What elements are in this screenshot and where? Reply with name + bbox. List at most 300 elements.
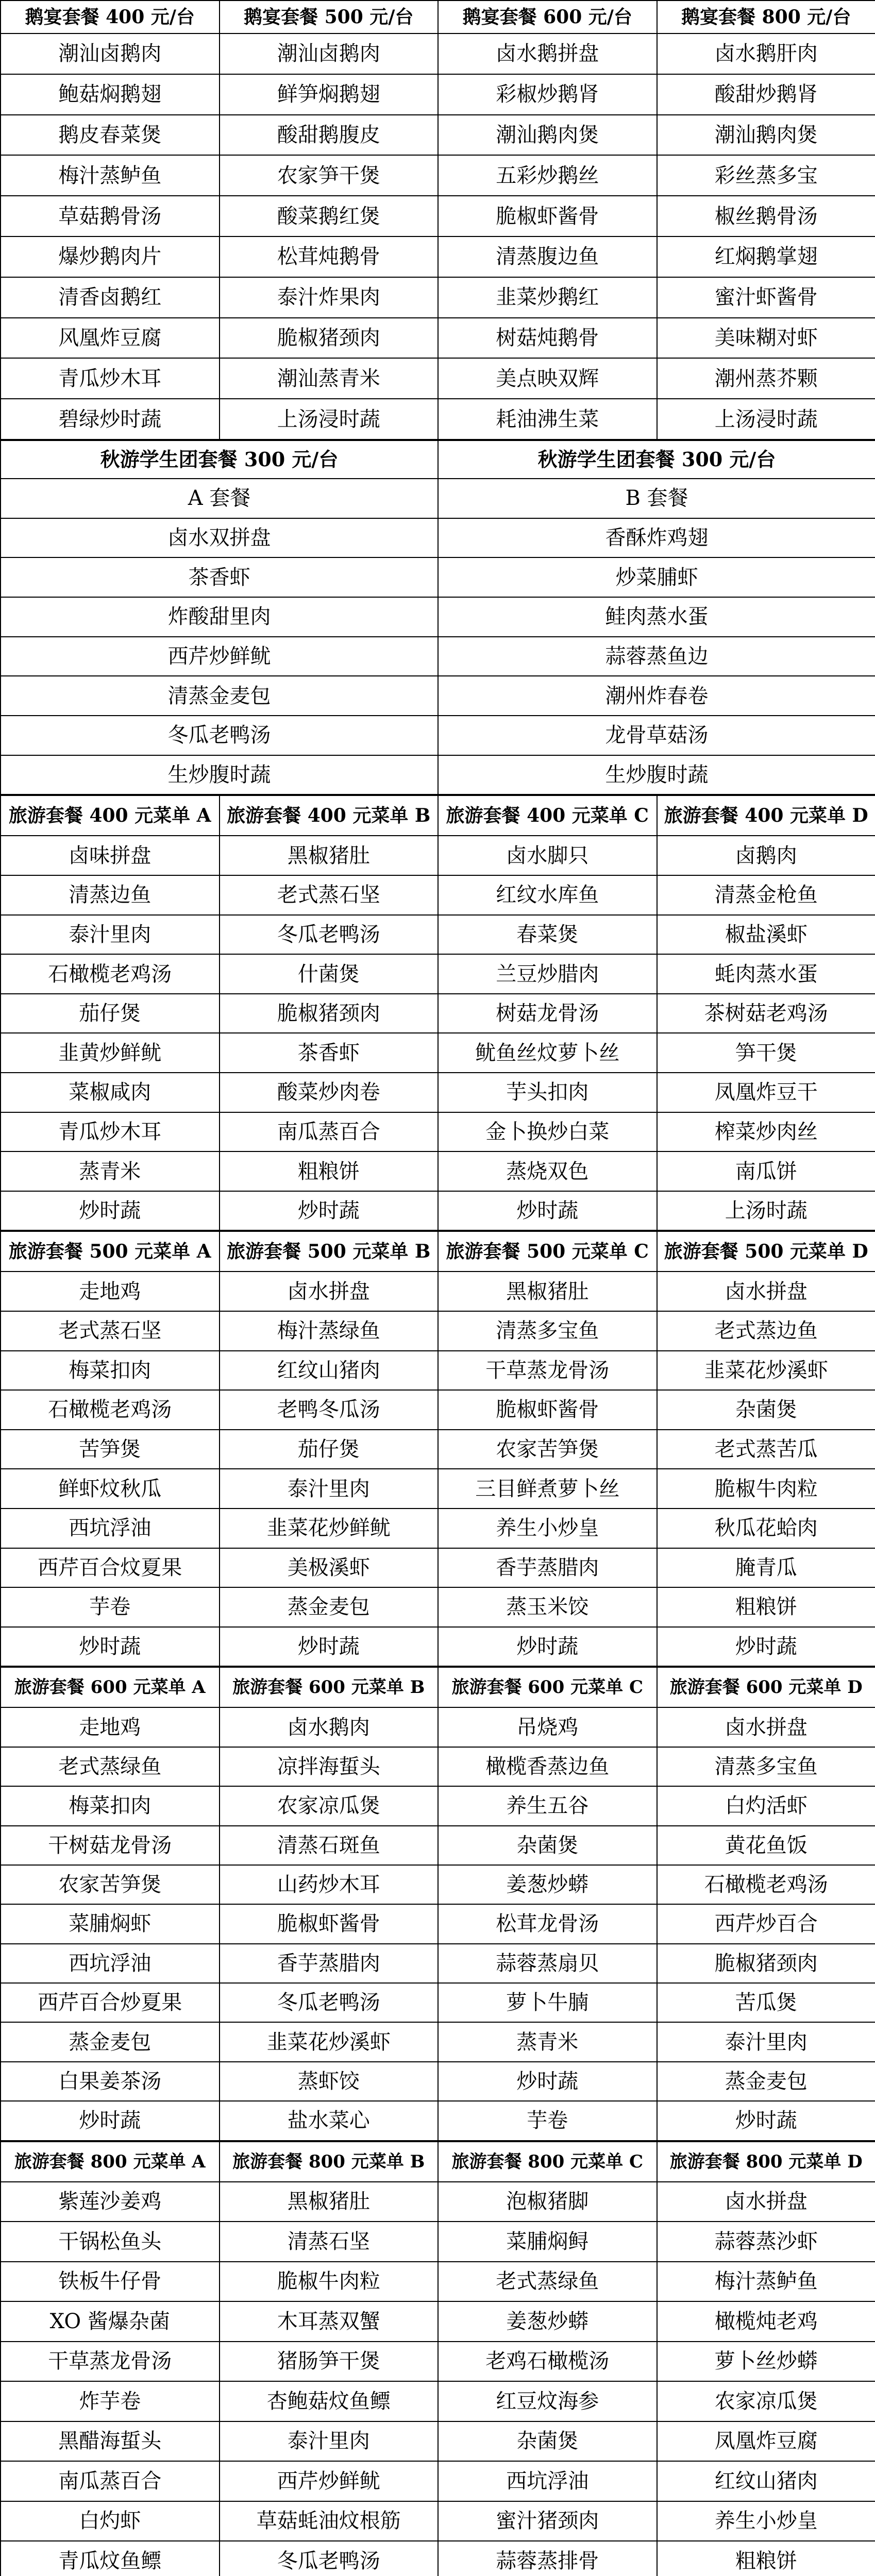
menu-item: 卤水鹅肝肉 (657, 33, 875, 74)
menu-item: 养生小炒皇 (657, 2501, 875, 2541)
menu-item: 黄花鱼饭 (657, 1826, 875, 1865)
menu-row (1, 2342, 875, 2382)
menu-subheader-cell: A 套餐 (1, 479, 438, 518)
menu-item: 蒜蓉蒸沙虾 (657, 2222, 875, 2262)
menu-item: 青瓜炆鱼鳔 (1, 2541, 220, 2576)
menu-item: 耗油沸生菜 (438, 399, 657, 439)
menu-row (1, 2301, 875, 2342)
menu-item: 什菌煲 (220, 954, 439, 994)
menu-item: 南瓜饼 (657, 1151, 875, 1191)
menu-row (1, 196, 875, 236)
menu-header-row (1, 440, 875, 479)
menu-item: 脆椒猪颈肉 (220, 994, 439, 1033)
menu-item: 冬瓜老鸭汤 (220, 2541, 439, 2576)
menu-item: 兰豆炒腊肉 (438, 954, 657, 994)
menu-item: 蒸金麦包 (657, 2062, 875, 2101)
menu-header-cell: 鹅宴套餐 500 元/台 (220, 1, 439, 33)
menu-item: 炒时蔬 (220, 1191, 439, 1231)
menu-item: 韭黄炒鲜鱿 (1, 1033, 220, 1073)
menu-row (1, 2541, 875, 2576)
menu-item: 潮汕蒸青米 (220, 358, 439, 399)
menu-row (1, 1509, 875, 1548)
menu-row (1, 1033, 875, 1073)
menu-item: 农家苦笋煲 (1, 1865, 220, 1904)
menu-item: 黑醋海蜇头 (1, 2421, 220, 2462)
menu-item: 蒜蓉蒸扇贝 (438, 1944, 657, 1983)
menu-item: 泰汁里肉 (657, 2022, 875, 2061)
menu-item: 梅汁蒸绿鱼 (220, 1311, 439, 1351)
menu-item: 爆炒鹅肉片 (1, 236, 220, 277)
menu-item: 泰汁里肉 (220, 2421, 439, 2462)
menu-row (1, 1548, 875, 1588)
menu-item: 西芹炒鲜鱿 (1, 637, 438, 676)
menu-row (1, 1627, 875, 1667)
menu-item: 猪肠笋干煲 (220, 2342, 439, 2382)
menu-header-cell: 秋游学生团套餐 300 元/台 (1, 440, 438, 479)
menu-item: 石橄榄老鸡汤 (1, 954, 220, 994)
menu-item: 潮州炸春卷 (438, 676, 875, 716)
menu-item: 卤味拼盘 (1, 836, 220, 875)
menu-item: 茶树菇老鸡汤 (657, 994, 875, 1033)
menu-item: 脆椒猪颈肉 (657, 1944, 875, 1983)
menu-item: 紫莲沙姜鸡 (1, 2182, 220, 2222)
menu-item: 梅菜扣肉 (1, 1786, 220, 1825)
menu-item: 韭菜花炒溪虾 (220, 2022, 439, 2061)
menu-item: 上汤浸时蔬 (220, 399, 439, 439)
menu-subheader-row (1, 479, 875, 518)
menu-item: 椒盐溪虾 (657, 915, 875, 955)
menu-item: 上汤浸时蔬 (657, 399, 875, 439)
menu-item: 炒菜脯虾 (438, 557, 875, 597)
menu-item: 鲜虾炆秋瓜 (1, 1469, 220, 1509)
menu-item: 养生小炒皇 (438, 1509, 657, 1548)
menu-header-cell: 旅游套餐 600 元菜单 D (657, 1667, 875, 1707)
menu-item: 蒜蓉蒸排骨 (438, 2541, 657, 2576)
menu-item: 橄榄香蒸边鱼 (438, 1747, 657, 1786)
menu-item: 炒时蔬 (220, 1627, 439, 1667)
menu-item: 潮汕卤鹅肉 (220, 33, 439, 74)
menu-row (1, 2501, 875, 2541)
menu-item: 卤水拼盘 (220, 1272, 439, 1311)
menu-item: 脆椒猪颈肉 (220, 318, 439, 359)
menu-row (1, 597, 875, 637)
menu-row (1, 994, 875, 1033)
menu-row (1, 399, 875, 439)
menu-item: 泰汁里肉 (220, 1469, 439, 1509)
menu-item: 黑椒猪肚 (438, 1272, 657, 1311)
menu-item: 梅菜扣肉 (1, 1351, 220, 1391)
menu-row (1, 1311, 875, 1351)
menu-row (1, 1073, 875, 1112)
menu-item: 风凰炸豆腐 (1, 318, 220, 359)
menu-item: 草菇鹅骨汤 (1, 196, 220, 236)
menu-item: 蒸金麦包 (1, 2022, 220, 2061)
menu-row (1, 676, 875, 716)
menu-header-cell: 秋游学生团套餐 300 元/台 (438, 440, 875, 479)
menu-item: 芋卷 (438, 2101, 657, 2140)
menu-item: 炸芋卷 (1, 2381, 220, 2421)
menu-item: 卤水拼盘 (657, 2182, 875, 2222)
menu-row (1, 1786, 875, 1825)
menu-header-cell: 旅游套餐 500 元菜单 D (657, 1231, 875, 1272)
menu-header-cell: 旅游套餐 400 元菜单 B (220, 795, 439, 836)
menu-item: 鲍菇焖鹅翅 (1, 74, 220, 115)
menu-header-cell: 旅游套餐 400 元菜单 D (657, 795, 875, 836)
menu-row (1, 1904, 875, 1943)
menu-row (1, 2222, 875, 2262)
menu-item: 菜椒咸肉 (1, 1073, 220, 1112)
menu-item: 粗粮饼 (657, 2541, 875, 2576)
menu-item: 蒸青米 (438, 2022, 657, 2061)
menu-row (1, 1826, 875, 1865)
menu-item: 青瓜炒木耳 (1, 1112, 220, 1152)
menu-item: 蜜汁猪颈肉 (438, 2501, 657, 2541)
menu-item: 清蒸多宝鱼 (657, 1747, 875, 1786)
menu-item: 榨菜炒肉丝 (657, 1112, 875, 1152)
menu-item: 盐水菜心 (220, 2101, 439, 2140)
menu-block-t500 (0, 1231, 875, 1667)
menu-row (1, 1390, 875, 1430)
menu-item: 树菇炖鹅骨 (438, 318, 657, 359)
menu-item: 潮汕鹅肉煲 (438, 115, 657, 156)
menu-item: 杂菌煲 (657, 1390, 875, 1430)
menu-item: 酸菜炒肉卷 (220, 1073, 439, 1112)
menu-item: 橄榄炖老鸡 (657, 2301, 875, 2342)
menu-item: 松茸龙骨汤 (438, 1904, 657, 1943)
menu-row (1, 915, 875, 955)
menu-item: 炒时蔬 (1, 1627, 220, 1667)
menu-row (1, 2062, 875, 2101)
menu-row (1, 2101, 875, 2140)
menu-item: 清蒸金麦包 (1, 676, 438, 716)
menu-item: 老式蒸边鱼 (657, 1311, 875, 1351)
menu-item: 脆椒牛肉粒 (220, 2262, 439, 2302)
menu-item: 走地鸡 (1, 1707, 220, 1747)
menu-row (1, 1587, 875, 1627)
menu-item: 彩丝蒸多宝 (657, 155, 875, 196)
menu-item: 清蒸石斑鱼 (220, 1826, 439, 1865)
menu-item: 干草蒸龙骨汤 (438, 1351, 657, 1391)
menu-row (1, 1865, 875, 1904)
menu-row (1, 2461, 875, 2501)
menu-item: 生炒腹时蔬 (438, 755, 875, 795)
menu-row (1, 1151, 875, 1191)
menu-item: 萝卜丝炒蟒 (657, 2342, 875, 2382)
menu-item: 山药炒木耳 (220, 1865, 439, 1904)
menu-row (1, 115, 875, 156)
menu-item: 彩椒炒鹅肾 (438, 74, 657, 115)
menu-item: 老式蒸绿鱼 (1, 1747, 220, 1786)
menu-block-student (0, 440, 875, 795)
menu-item: 卤水拼盘 (657, 1272, 875, 1311)
menu-row (1, 836, 875, 875)
menu-header-cell: 旅游套餐 400 元菜单 C (438, 795, 657, 836)
menu-header-cell: 旅游套餐 600 元菜单 C (438, 1667, 657, 1707)
menu-item: 卤水脚只 (438, 836, 657, 875)
menu-item: 酸菜鹅红煲 (220, 196, 439, 236)
menu-item: 西坑浮油 (438, 2461, 657, 2501)
menu-item: 西芹百合炒夏果 (1, 1983, 220, 2022)
menu-item: 蒸烧双色 (438, 1151, 657, 1191)
menu-item: 上汤时蔬 (657, 1191, 875, 1231)
menu-header-cell: 鹅宴套餐 600 元/台 (438, 1, 657, 33)
menu-item: 梅汁蒸鲈鱼 (657, 2262, 875, 2302)
menu-item: 酸甜炒鹅肾 (657, 74, 875, 115)
menu-item: 春菜煲 (438, 915, 657, 955)
menu-row (1, 2381, 875, 2421)
menu-item: 农家凉瓜煲 (657, 2381, 875, 2421)
menu-item: 蒸玉米饺 (438, 1587, 657, 1627)
menu-item: 清蒸石坚 (220, 2222, 439, 2262)
menu-item: 泡椒猪脚 (438, 2182, 657, 2222)
menu-row (1, 1983, 875, 2022)
menu-item: 蜜汁虾酱骨 (657, 277, 875, 318)
menu-header-cell: 旅游套餐 500 元菜单 B (220, 1231, 439, 1272)
menu-header-row (1, 1667, 875, 1707)
menu-block-t800 (0, 2141, 875, 2576)
menu-item: 菜脯焖鲟 (438, 2222, 657, 2262)
menu-item: 苦笋煲 (1, 1430, 220, 1469)
menu-item: 草菇蚝油炆根筋 (220, 2501, 439, 2541)
menu-header-cell: 旅游套餐 400 元菜单 A (1, 795, 220, 836)
menu-item: 杂菌煲 (438, 1826, 657, 1865)
menu-item: 金卜换炒白菜 (438, 1112, 657, 1152)
menu-item: 腌青瓜 (657, 1548, 875, 1588)
menu-item: 韭菜炒鹅红 (438, 277, 657, 318)
menu-row (1, 875, 875, 915)
menu-row (1, 1707, 875, 1747)
menu-header-cell: 旅游套餐 500 元菜单 C (438, 1231, 657, 1272)
menu-item: 老式蒸绿鱼 (438, 2262, 657, 2302)
menu-item: 冬瓜老鸭汤 (1, 716, 438, 755)
menu-item: 菜脯焖虾 (1, 1904, 220, 1943)
menu-item: 红豆炆海参 (438, 2381, 657, 2421)
menu-row (1, 2262, 875, 2302)
menu-header-row (1, 2142, 875, 2182)
menu-row (1, 155, 875, 196)
menu-item: 炒时蔬 (657, 2101, 875, 2140)
menu-row (1, 2022, 875, 2061)
menu-item: 秋瓜花蛤肉 (657, 1509, 875, 1548)
menu-item: 茄仔煲 (1, 994, 220, 1033)
menu-item: 红纹山猪肉 (220, 1351, 439, 1391)
menu-block-banquet (0, 0, 875, 440)
menu-item: 卤鹅肉 (657, 836, 875, 875)
menu-block-t600 (0, 1667, 875, 2141)
menu-row (1, 236, 875, 277)
menu-item: 西坑浮油 (1, 1509, 220, 1548)
menu-item: 农家凉瓜煲 (220, 1786, 439, 1825)
menu-row (1, 2421, 875, 2462)
menu-item: 五彩炒鹅丝 (438, 155, 657, 196)
menu-item: 木耳蒸双蟹 (220, 2301, 439, 2342)
menu-item: 白灼活虾 (657, 1786, 875, 1825)
menu-header-cell: 旅游套餐 500 元菜单 A (1, 1231, 220, 1272)
menu-header-cell: 鹅宴套餐 400 元/台 (1, 1, 220, 33)
menu-item: 清蒸腹边鱼 (438, 236, 657, 277)
menu-subheader-cell: B 套餐 (438, 479, 875, 518)
menu-item: 白果姜茶汤 (1, 2062, 220, 2101)
menu-item: 芋卷 (1, 1587, 220, 1627)
menu-item: 凉拌海蜇头 (220, 1747, 439, 1786)
menu-item: 老式蒸石坚 (1, 1311, 220, 1351)
menu-item: 卤水拼盘 (657, 1707, 875, 1747)
menu-item: 清蒸多宝鱼 (438, 1311, 657, 1351)
menu-header-row (1, 795, 875, 836)
menu-item: 石橄榄老鸡汤 (657, 1865, 875, 1904)
menu-item: 红纹山猪肉 (657, 2461, 875, 2501)
menu-item: 农家笋干煲 (220, 155, 439, 196)
menu-row (1, 1351, 875, 1391)
menu-item: 吊烧鸡 (438, 1707, 657, 1747)
menu-item: 美点映双辉 (438, 358, 657, 399)
menu-item: 蒸青米 (1, 1151, 220, 1191)
menu-item: 姜葱炒蟒 (438, 2301, 657, 2342)
menu-item: 冬瓜老鸭汤 (220, 1983, 439, 2022)
menu-item: 老鸡石橄榄汤 (438, 2342, 657, 2382)
menu-item: 笋干煲 (657, 1033, 875, 1073)
menu-item: 萝卜牛腩 (438, 1983, 657, 2022)
menu-item: 潮汕鹅肉煲 (657, 115, 875, 156)
menu-item: 老式蒸苦瓜 (657, 1430, 875, 1469)
menu-item: 韭菜花炒鲜鱿 (220, 1509, 439, 1548)
menu-item: 西芹炒鲜鱿 (220, 2461, 439, 2501)
menu-item: 芋头扣肉 (438, 1073, 657, 1112)
menu-item: 炒时蔬 (657, 1627, 875, 1667)
menu-item: 碧绿炒时蔬 (1, 399, 220, 439)
menu-item: 卤水鹅拼盘 (438, 33, 657, 74)
menu-item: 泰汁炸果肉 (220, 277, 439, 318)
menu-item: 龙骨草菇汤 (438, 716, 875, 755)
menu-item: 南瓜蒸百合 (220, 1112, 439, 1152)
menu-row (1, 1112, 875, 1152)
menu-row (1, 1469, 875, 1509)
menu-item: 黑椒猪肚 (220, 836, 439, 875)
menu-item: 白灼虾 (1, 2501, 220, 2541)
menu-item: 椒丝鹅骨汤 (657, 196, 875, 236)
menu-item: 姜葱炒蟒 (438, 1865, 657, 1904)
menu-item: 蚝肉蒸水蛋 (657, 954, 875, 994)
menu-item: 老式蒸石坚 (220, 875, 439, 915)
menu-row (1, 358, 875, 399)
menu-item: 青瓜炒木耳 (1, 358, 220, 399)
menu-item: 脆椒牛肉粒 (657, 1469, 875, 1509)
menu-header-cell: 旅游套餐 800 元菜单 A (1, 2142, 220, 2182)
menu-item: 西芹炒百合 (657, 1904, 875, 1943)
menu-item: 生炒腹时蔬 (1, 755, 438, 795)
menu-item: 粗粮饼 (220, 1151, 439, 1191)
menu-header-cell: 旅游套餐 600 元菜单 B (220, 1667, 439, 1707)
menu-block-t400 (0, 795, 875, 1231)
menu-item: XO 酱爆杂菌 (1, 2301, 220, 2342)
menu-item: 杏鲍菇炆鱼鳔 (220, 2381, 439, 2421)
menu-item: 茄仔煲 (220, 1430, 439, 1469)
menu-item: 冬瓜老鸭汤 (220, 915, 439, 955)
menu-item: 鹅皮春菜煲 (1, 115, 220, 156)
menu-item: 蒸虾饺 (220, 2062, 439, 2101)
menu-item: 酸甜鹅腹皮 (220, 115, 439, 156)
menu-row (1, 318, 875, 359)
menu-item: 鱿鱼丝炆萝卜丝 (438, 1033, 657, 1073)
menu-row (1, 74, 875, 115)
menu-item: 走地鸡 (1, 1272, 220, 1311)
menu-item: 茶香虾 (220, 1033, 439, 1073)
menu-row (1, 637, 875, 676)
menu-item: 香酥炸鸡翅 (438, 518, 875, 558)
menu-item: 农家苦笋煲 (438, 1430, 657, 1469)
menu-item: 蒜蓉蒸鱼边 (438, 637, 875, 676)
menu-item: 铁板牛仔骨 (1, 2262, 220, 2302)
menu-item: 粗粮饼 (657, 1587, 875, 1627)
menu-item: 松茸炖鹅骨 (220, 236, 439, 277)
menu-row (1, 1430, 875, 1469)
menu-item: 苦瓜煲 (657, 1983, 875, 2022)
menu-item: 卤水鹅肉 (220, 1707, 439, 1747)
menu-item: 干草蒸龙骨汤 (1, 2342, 220, 2382)
menu-row (1, 954, 875, 994)
menu-row (1, 1944, 875, 1983)
menu-item: 凤凰炸豆干 (657, 1073, 875, 1112)
menu-row (1, 33, 875, 74)
menu-item: 蒸金麦包 (220, 1587, 439, 1627)
menu-item: 红纹水库鱼 (438, 875, 657, 915)
menu-item: 潮汕卤鹅肉 (1, 33, 220, 74)
menu-item: 南瓜蒸百合 (1, 2461, 220, 2501)
menu-item: 干锅松鱼头 (1, 2222, 220, 2262)
menu-header-cell: 鹅宴套餐 800 元/台 (657, 1, 875, 33)
menu-item: 潮州蒸芥颗 (657, 358, 875, 399)
menu-row (1, 1191, 875, 1231)
menu-item: 脆椒虾酱骨 (438, 196, 657, 236)
menu-row (1, 716, 875, 755)
menu-item: 清蒸边鱼 (1, 875, 220, 915)
menu-item: 养生五谷 (438, 1786, 657, 1825)
menu-item: 清蒸金枪鱼 (657, 875, 875, 915)
menu-item: 脆椒虾酱骨 (438, 1390, 657, 1430)
menu-row (1, 518, 875, 558)
menu-item: 石橄榄老鸡汤 (1, 1390, 220, 1430)
menu-item: 凤凰炸豆腐 (657, 2421, 875, 2462)
menu-item: 炒时蔬 (1, 2101, 220, 2140)
menu-row (1, 2182, 875, 2222)
menu-item: 黑椒猪肚 (220, 2182, 439, 2222)
menu-row (1, 1272, 875, 1311)
menu-row (1, 557, 875, 597)
menu-item: 鲑肉蒸水蛋 (438, 597, 875, 637)
menu-header-row (1, 1231, 875, 1272)
menu-header-row (1, 1, 875, 33)
menu-header-cell: 旅游套餐 800 元菜单 C (438, 2142, 657, 2182)
menu-item: 炸酸甜里肉 (1, 597, 438, 637)
menu-header-cell: 旅游套餐 600 元菜单 A (1, 1667, 220, 1707)
menu-item: 炒时蔬 (438, 1191, 657, 1231)
menu-header-cell: 旅游套餐 800 元菜单 D (657, 2142, 875, 2182)
menu-item: 美极溪虾 (220, 1548, 439, 1588)
menu-item: 炒时蔬 (1, 1191, 220, 1231)
menu-item: 泰汁里肉 (1, 915, 220, 955)
menu-item: 树菇龙骨汤 (438, 994, 657, 1033)
menu-header-cell: 旅游套餐 800 元菜单 B (220, 2142, 439, 2182)
menu-row (1, 277, 875, 318)
menu-item: 杂菌煲 (438, 2421, 657, 2462)
menu-item: 西芹百合炆夏果 (1, 1548, 220, 1588)
menu-item: 脆椒虾酱骨 (220, 1904, 439, 1943)
menu-item: 梅汁蒸鲈鱼 (1, 155, 220, 196)
menu-item: 西坑浮油 (1, 1944, 220, 1983)
menu-row (1, 1747, 875, 1786)
menu-item: 炒时蔬 (438, 1627, 657, 1667)
menu-item: 三目鲜煮萝卜丝 (438, 1469, 657, 1509)
